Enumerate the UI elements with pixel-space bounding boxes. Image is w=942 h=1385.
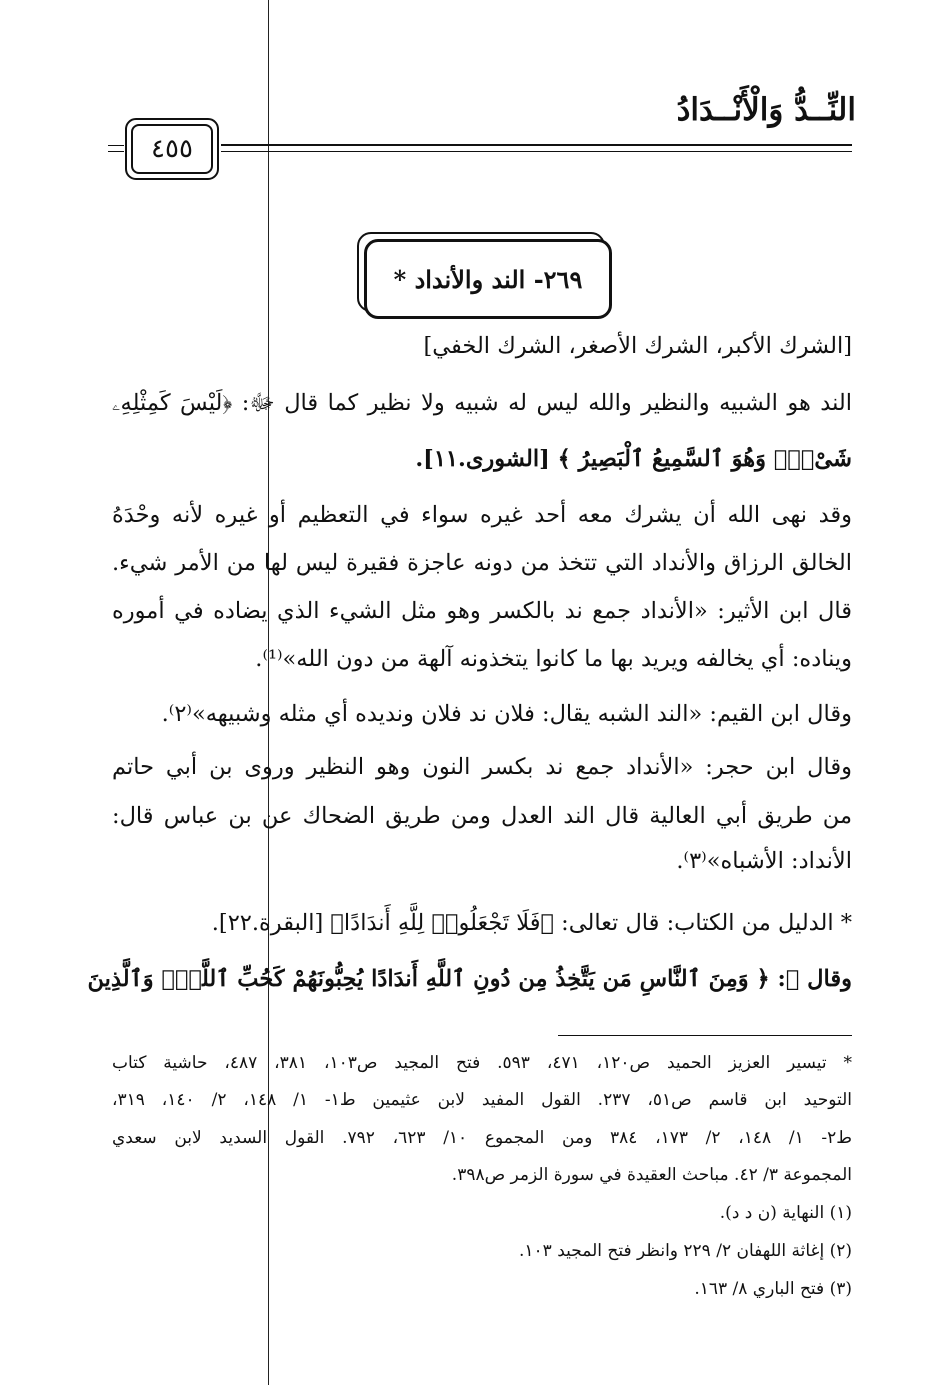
header-rule-bottom	[221, 151, 852, 152]
page-number: ٤٥٥	[131, 124, 213, 174]
footnote-line-6: (٢) إغاثة اللهفان ٢/ ٢٢٩ وانظر فتح المجيد ١٠٣.	[519, 1241, 852, 1261]
entry-title: ٢٦٩- الند والأنداد *	[364, 239, 612, 319]
footnote-line-2: التوحيد ابن قاسم ص٥١، ٢٣٧. القول المفيد لابن عثيمين ط١- ١/ ١٤٨، ٢/ ١٤٠، ٣١٩،	[112, 1090, 853, 1110]
header-rule-top	[221, 144, 852, 146]
footnote-line-3: ط٢- ١/ ١٤٨، ٢/ ١٧٣، ٣٨٤ ومن المجموع ١٠/ ٦٢٣، ٧٩٢. القول السديد لابن سعدي	[112, 1128, 853, 1148]
body-line-8: وقال ابن القيم: «الند الشبه يقال: فلان ند فلان ونديده أي مثله وشبيهه»⁽٢⁾.	[161, 701, 852, 727]
body-line-6: قال ابن الأثير: «الأنداد جمع ند بالكسر وهو مثل الشيء الذي يضاده في أموره	[112, 598, 852, 624]
body-line-5: الخالق الرزاق والأنداد التي تتخذ من دونه عاجزة فقيرة ليس لها من الأمر شيء.	[112, 550, 852, 576]
running-title: النِّــدُّ وَالْأَنْــدَادُ	[676, 92, 856, 128]
vertical-scan-line	[268, 0, 269, 1385]
header-rule-left-bottom	[108, 151, 124, 152]
body-line-4: وقد نهى الله أن يشرك معه أحد غيره سواء في التعظيم أو غيره لأنه وحْدَهُ	[112, 502, 852, 528]
body-line-12: * الدليل من الكتاب: قال تعالى: ﴿فَلَا تَجْعَلُوا۟ لِلَّهِ أَندَادًا﴾ [البقرة.٢٢].	[211, 910, 852, 936]
footnote-line-7: (٣) فتح الباري ٨/ ١٦٣.	[694, 1279, 852, 1299]
footnote-separator	[558, 1035, 852, 1036]
body-line-9: وقال ابن حجر: «الأنداد جمع ند بكسر النون وهو النظير وروى بن أبي حاتم	[112, 754, 852, 780]
body-line-2: الند هو الشبيه والنظير والله ليس له شبيه ولا نظير كما قال ﷻ: ﴿لَيْسَ كَمِثْلِهِۦ	[112, 390, 852, 416]
body-line-13: وقال ﷻ: ﴿ وَمِنَ ٱلنَّاسِ مَن يَتَّخِذُ مِن دُونِ ٱللَّهِ أَندَادًا يُحِبُّونَهُمْ كَحُبِّ ٱللَّهِۖ وَٱلَّذِينَ	[87, 966, 852, 992]
footnote-line-5: (١) النهاية (ن د د).	[719, 1203, 852, 1223]
header-rule-left-top	[108, 145, 124, 146]
body-line-10: من طريق أبي العالية قال الند العدل ومن طريق الضحاك عن بن عباس قال:	[112, 803, 852, 829]
body-line-1: [الشرك الأكبر، الشرك الأصغر، الشرك الخفي]	[423, 333, 852, 359]
footnote-line-1: * تيسير العزيز الحميد ص١٢٠، ٤٧١، ٥٩٣. فتح المجيد ص١٠٣، ٣٨١، ٤٨٧، حاشية كتاب	[112, 1053, 853, 1073]
footnote-line-4: المجموعة ٣/ ٤٢. مباحث العقيدة في سورة الزمر ص٣٩٨.	[451, 1165, 852, 1185]
body-line-11: الأنداد: الأشباه»⁽٣⁾.	[676, 848, 852, 874]
body-line-7: ويناده: أي يخالفه ويريد بها ما كانوا يتخذونه آلهة من دون الله»⁽¹⁾.	[255, 646, 852, 672]
body-line-3: شَىْءٌۖ وَهُوَ ٱلسَّمِيعُ ٱلْبَصِيرُ ﴾ [الشورى.١١].	[415, 446, 852, 472]
